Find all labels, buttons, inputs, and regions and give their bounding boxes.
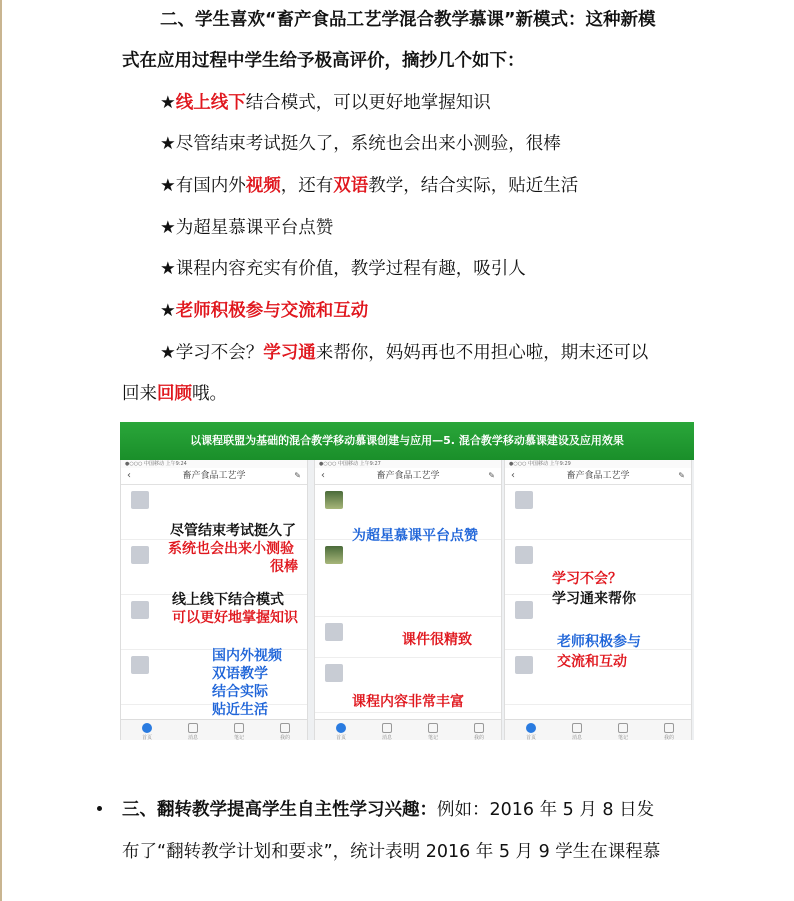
avatar <box>515 546 533 564</box>
message-icon <box>572 723 582 733</box>
annotation: 系统也会出来小测验 <box>168 541 294 557</box>
user-icon <box>474 723 484 733</box>
avatar <box>515 491 533 509</box>
annotation: 课程内容非常丰富 <box>352 694 464 710</box>
annotation: 尽管结束考试挺久了 <box>170 523 296 539</box>
list-item <box>315 540 501 617</box>
annotation: 贴近生活 <box>212 702 268 718</box>
nav-title: 畜产食品工艺学 <box>566 471 630 481</box>
annotation: 可以更好地掌握知识 <box>172 610 298 626</box>
annotation: 为超星慕课平台点赞 <box>352 528 478 544</box>
tab-notes[interactable]: 笔记 <box>421 723 445 740</box>
avatar <box>131 656 149 674</box>
avatar <box>131 546 149 564</box>
status-bar: ●○○○ 中国移动 上午9:27 <box>315 460 501 468</box>
tab-notes[interactable]: 笔记 <box>227 723 251 740</box>
tab-messages[interactable]: 消息 <box>375 723 399 740</box>
annotation: 结合实际 <box>212 684 268 700</box>
tab-notes[interactable]: 笔记 <box>611 723 635 740</box>
quote-7b: 回来回顾哦。 <box>122 384 227 404</box>
note-icon <box>234 723 244 733</box>
section3-line-1: 三、翻转教学提高学生自主性学习兴趣：例如：2016 年 5 月 8 日发 <box>122 800 655 820</box>
bullet-icon <box>97 806 102 811</box>
quote-2: ★尽管结束考试挺久了，系统也会出来小测验，很棒 <box>160 134 561 154</box>
home-icon <box>526 723 536 733</box>
avatar <box>325 546 343 564</box>
tab-messages[interactable]: 消息 <box>181 723 205 740</box>
back-arrow-icon[interactable]: ‹ <box>511 470 515 481</box>
home-icon <box>336 723 346 733</box>
tab-me[interactable]: 我的 <box>273 723 297 740</box>
quote-6: ★老师积极参与交流和互动 <box>160 301 369 321</box>
nav-bar <box>505 468 691 485</box>
avatar <box>515 656 533 674</box>
annotation: 课件很精致 <box>402 632 472 648</box>
back-arrow-icon[interactable]: ‹ <box>127 470 131 481</box>
screenshot-figure <box>120 422 694 740</box>
user-icon <box>664 723 674 733</box>
avatar <box>325 623 343 641</box>
avatar <box>325 664 343 682</box>
avatar <box>131 491 149 509</box>
edit-icon[interactable]: ✎ <box>294 471 301 480</box>
nav-title: 畜产食品工艺学 <box>182 471 246 481</box>
avatar <box>515 601 533 619</box>
status-bar: ●○○○ 中国移动 上午9:24 <box>121 460 307 468</box>
annotation: 学习通来帮你 <box>552 591 636 607</box>
annotation: 学习不会？ <box>552 571 622 587</box>
status-bar: ●○○○ 中国移动 上午9:29 <box>505 460 691 468</box>
annotation: 老师积极参与 <box>557 634 641 650</box>
edit-icon[interactable]: ✎ <box>678 471 685 480</box>
list-item <box>505 485 691 540</box>
tab-me[interactable]: 我的 <box>657 723 681 740</box>
tab-me[interactable]: 我的 <box>467 723 491 740</box>
tab-bar <box>505 719 691 740</box>
intro-line-1: 二、学生喜欢“畜产食品工艺学混合教学慕课”新模式：这种新模 <box>160 10 656 30</box>
annotation: 双语教学 <box>212 666 268 682</box>
user-icon <box>280 723 290 733</box>
quote-5: ★课程内容充实有价值，教学过程有趣，吸引人 <box>160 259 526 279</box>
section3-line-2: 布了“翻转教学计划和要求”，统计表明 2016 年 5 月 9 学生在课程慕 <box>122 842 661 862</box>
home-icon <box>142 723 152 733</box>
annotation: 交流和互动 <box>557 654 627 670</box>
avatar <box>131 601 149 619</box>
intro-line-2: 式在应用过程中学生给予极高评价，摘抄几个如下： <box>122 51 525 71</box>
annotation: 很棒 <box>270 559 298 575</box>
note-icon <box>618 723 628 733</box>
nav-bar <box>121 468 307 485</box>
nav-bar <box>315 468 501 485</box>
avatar <box>325 491 343 509</box>
tab-home[interactable]: 首页 <box>135 723 159 740</box>
tab-home[interactable]: 首页 <box>329 723 353 740</box>
tab-messages[interactable]: 消息 <box>565 723 589 740</box>
annotation: 线上线下结合模式 <box>172 592 284 608</box>
note-icon <box>428 723 438 733</box>
annotation: 国内外视频 <box>212 648 282 664</box>
tab-bar <box>121 719 307 740</box>
message-icon <box>188 723 198 733</box>
quote-7a: ★学习不会？学习通来帮你，妈妈再也不用担心啦，期末还可以 <box>160 343 649 363</box>
message-icon <box>382 723 392 733</box>
back-arrow-icon[interactable]: ‹ <box>321 470 325 481</box>
quote-3: ★有国内外视频，还有双语教学，结合实际，贴近生活 <box>160 176 579 196</box>
tab-home[interactable]: 首页 <box>519 723 543 740</box>
quote-4: ★为超星慕课平台点赞 <box>160 218 334 238</box>
figure-header: 以课程联盟为基础的混合教学移动慕课创建与应用—5. 混合教学移动慕课建设及应用效果 <box>120 422 694 460</box>
nav-title: 畜产食品工艺学 <box>376 471 440 481</box>
quote-1: ★线上线下结合模式，可以更好地掌握知识 <box>160 93 491 113</box>
tab-bar <box>315 719 501 740</box>
page-edge-line <box>0 0 2 901</box>
edit-icon[interactable]: ✎ <box>488 471 495 480</box>
